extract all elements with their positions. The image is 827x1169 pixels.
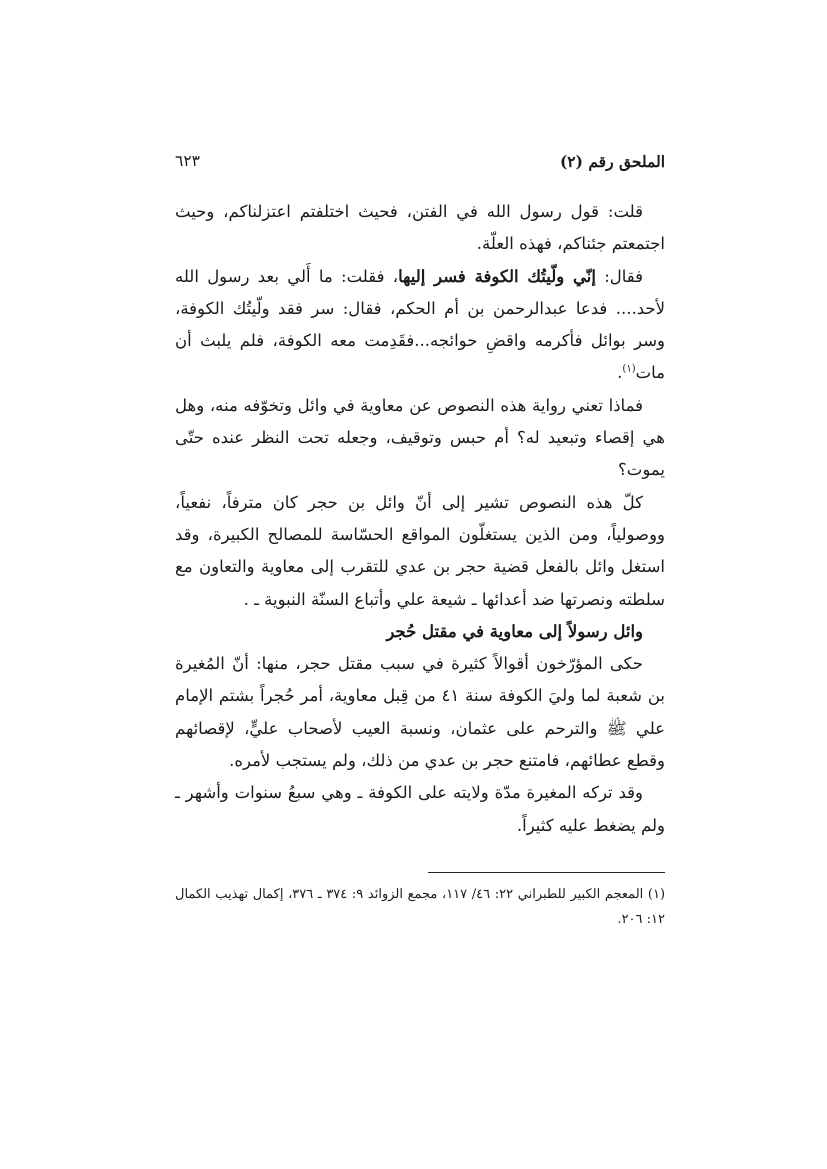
footnote-1: (١) المعجم الكبير للطبراني ٢٢: ٤٦/ ١١٧، مجمع الزوائد ٩: ٣٧٤ ـ ٣٧٦، إكمال تهذيب الكمال ١٢: ٢٠٦.: [175, 887, 666, 927]
paragraph-2-rest: ، فقلت: ما أَلي بعد رسول الله لأحد.... فدعا عبدالرحمن بن أم الحكم، فقال: سر فقد ولّيتُك الكوفة، وسر بوائل فأكرمه واقضِ حوائجه...فقَدِمت معه الكوفة، فلم يلبث أن مات: [175, 266, 665, 383]
paragraph-2-bold-quote: إنّي ولّيتُك الكوفة فسر إليها: [398, 266, 596, 286]
footnote-ref[interactable]: (١): [622, 363, 636, 375]
paragraph-1: قلت: قول رسول الله في الفتن، فحيث اختلفتم اعتزلناكم، وحيث اجتمعتم جئناكم، فهذه العلّة.: [175, 202, 665, 254]
section-heading: وائل رسولاً إلى معاوية في مقتل حُجر: [386, 621, 643, 641]
running-header: [175, 152, 665, 178]
paragraph-5: حكى المؤرّخون أقوالاً كثيرة في سبب مقتل حجر، منها: أنّ المُغيرة بن شعبة لما وليَ الكوفة سنة ٤١ من قِبل معاوية، أمر حُجراً بشتم الإمام علي ﷺ والترحم على عثمان، ونسبة العيب لأصحاب عليٍّ، لإقصائهم وقطع عطائهم، فامتنع حجر بن عدي من ذلك، ولم يستجب لأمره.: [175, 654, 665, 771]
paragraph-2-lead: فقال:: [595, 266, 644, 286]
page-number: ٦٢٣: [175, 152, 200, 170]
paragraph-4: كلّ هذه النصوص تشير إلى أنّ وائل بن حجر كان مترفاً، نفعياً، ووصولياً، ومن الذين يستغلّون المواقع الحسّاسة للمصالح الكبيرة، وقد استغل وائل بالفعل قضية حجر بن عدي للتقرب إلى معاوية والتعاون مع سلطته ونصرتها ضد أعدائها ـ شيعة علي وأتباع السنّة النبوية ـ .: [175, 492, 665, 609]
footnotes: [175, 882, 665, 932]
paragraph-6: وقد تركه المغيرة مدّة ولايته على الكوفة ـ وهي سبعُ سنوات وأشهر ـ ولم يضغط عليه كثيراً.: [175, 783, 665, 835]
paragraph-3: فماذا تعني رواية هذه النصوص عن معاوية في وائل وتخوّفه منه، وهل هي إقصاء وتبعيد له؟ أم حبس وتوقيف، وجعله تحت النظر عنده حتّى يموت؟: [175, 395, 665, 480]
main-text: [175, 196, 665, 842]
running-title: الملحق رقم (٢): [559, 152, 665, 171]
footnote-divider: [428, 872, 665, 873]
paragraph-2: [175, 261, 665, 390]
paragraph-2-end: .: [617, 363, 623, 383]
